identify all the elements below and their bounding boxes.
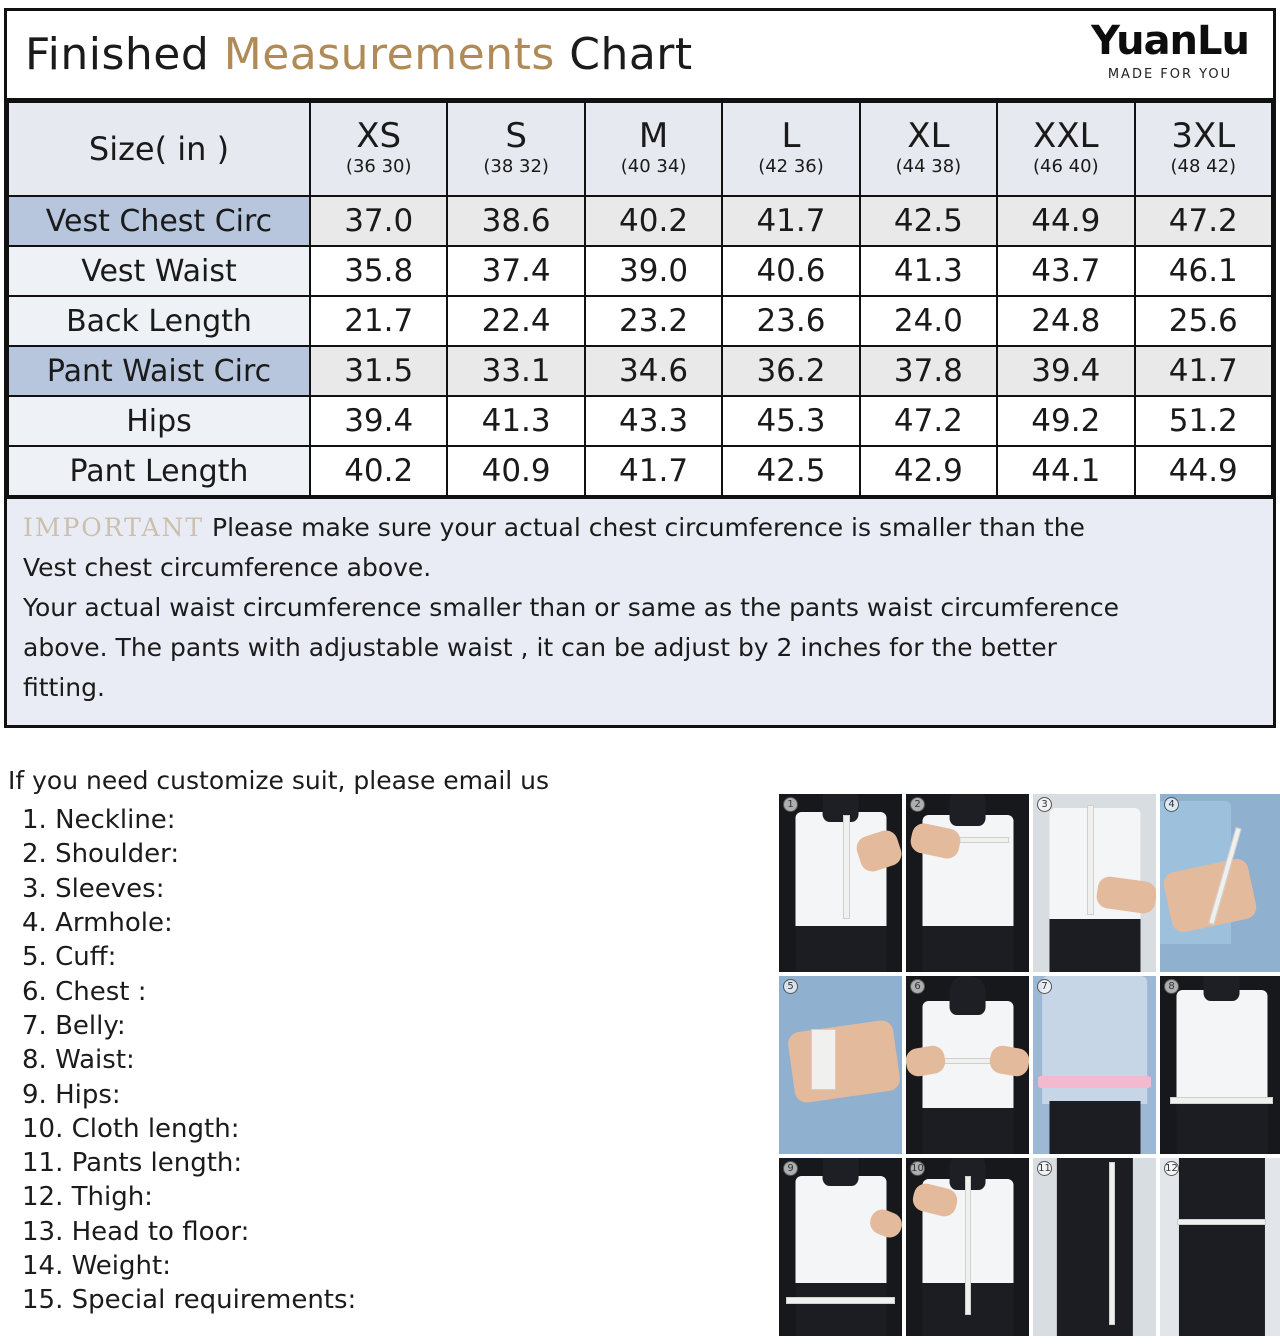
header-size-xs: XS [356, 115, 402, 156]
cell: 21.7 [310, 296, 447, 346]
cell: 34.6 [585, 346, 722, 396]
cell: 24.8 [997, 296, 1134, 346]
cell: 39.4 [997, 346, 1134, 396]
row-label-pant-length: Pant Length [8, 446, 310, 496]
cell: 49.2 [997, 396, 1134, 446]
photo-thigh-measurement [1160, 1158, 1280, 1336]
list-item: 5. Cuff: [22, 942, 117, 973]
cell: 40.6 [722, 246, 859, 296]
row-label-hips: Hips [8, 396, 310, 446]
cell: 47.2 [1135, 196, 1272, 246]
header-range-s: (38 32) [483, 156, 549, 178]
list-item: 10. Cloth length: [22, 1113, 240, 1144]
header-col-l [722, 102, 859, 196]
header-size-3xl: 3XL [1171, 115, 1236, 156]
header-col-xl [860, 102, 997, 196]
cell: 25.6 [1135, 296, 1272, 346]
list-item: 4. Armhole: [22, 907, 173, 938]
photo-neckline-measurement [779, 794, 902, 972]
header-size-s: S [505, 115, 527, 156]
table-header-row [8, 102, 1272, 196]
photo-shoulder-measurement [906, 794, 1029, 972]
cell: 31.5 [310, 346, 447, 396]
cell: 38.6 [447, 196, 584, 246]
note-line-2: Vest chest circumference above. [23, 553, 432, 582]
photo-number: 9 [783, 1161, 798, 1176]
photo-number: 8 [1164, 979, 1179, 994]
note-line-3: Your actual waist circumference smaller than or same as the pants waist circumference [23, 593, 1119, 622]
important-label: IMPORTANT [23, 513, 205, 542]
brand-name: YuanLu [1091, 18, 1249, 64]
list-item: 2. Shoulder: [22, 839, 180, 870]
cell: 35.8 [310, 246, 447, 296]
header-size-xxl: XXL [1033, 115, 1099, 156]
photo-chest-measurement [906, 976, 1029, 1154]
header-col-m [585, 102, 722, 196]
brand-logo [1091, 18, 1249, 82]
cell: 44.1 [997, 446, 1134, 496]
list-item: 9. Hips: [22, 1079, 121, 1110]
list-item: 15. Special requirements: [22, 1285, 357, 1316]
header-col-3xl [1135, 102, 1272, 196]
title-word-finished: Finished [25, 29, 224, 80]
photo-number: 12 [1165, 1163, 1178, 1174]
cell: 42.5 [722, 446, 859, 496]
header-range-xs: (36 30) [345, 156, 412, 178]
cell: 24.0 [860, 296, 997, 346]
cell: 23.6 [722, 296, 859, 346]
photo-number: 6 [910, 979, 925, 994]
photo-pants-length-measurement [1033, 1158, 1156, 1336]
photo-number: 11 [1038, 1163, 1051, 1174]
photo-belly-measurement [1033, 976, 1156, 1154]
list-item: 7. Belly: [22, 1010, 126, 1041]
table-row [8, 296, 1272, 346]
cell: 36.2 [722, 346, 859, 396]
note-line-5: fitting. [23, 673, 105, 702]
photo-number: 1 [783, 797, 798, 812]
photo-number: 7 [1037, 979, 1052, 994]
header-range-3xl: (48 42) [1170, 156, 1237, 178]
cell: 23.2 [585, 296, 722, 346]
photo-number: 3 [1037, 797, 1052, 812]
cell: 39.4 [310, 396, 447, 446]
photo-sleeve-measurement [1033, 794, 1156, 972]
cell: 41.7 [585, 446, 722, 496]
cell: 47.2 [860, 396, 997, 446]
cell: 43.7 [997, 246, 1134, 296]
header-range-m: (40 34) [620, 156, 687, 178]
table-row [8, 246, 1272, 296]
cell: 39.0 [585, 246, 722, 296]
header-col-s [447, 102, 584, 196]
list-item: 13. Head to floor: [22, 1216, 250, 1247]
cell: 41.3 [447, 396, 584, 446]
size-table [7, 101, 1273, 497]
row-label-vest-waist: Vest Waist [8, 246, 310, 296]
cell: 41.3 [860, 246, 997, 296]
cell: 42.9 [860, 446, 997, 496]
header-col-xxl [997, 102, 1134, 196]
list-item: 12. Thigh: [22, 1182, 153, 1213]
list-item: 3. Sleeves: [22, 873, 165, 904]
list-item: 8. Waist: [22, 1045, 135, 1076]
measurements-chart [4, 8, 1276, 728]
list-item: 1. Neckline: [22, 805, 176, 835]
photo-cuff-measurement [779, 976, 902, 1154]
photo-number: 10 [911, 1163, 924, 1174]
page-title [7, 29, 693, 80]
cell: 45.3 [722, 396, 859, 446]
chart-header [7, 11, 1273, 101]
important-note [7, 497, 1273, 725]
photo-hips-measurement [779, 1158, 902, 1336]
cell: 22.4 [447, 296, 584, 346]
cell: 44.9 [1135, 446, 1272, 496]
table-row [8, 396, 1272, 446]
cell: 44.9 [997, 196, 1134, 246]
table-row [8, 446, 1272, 496]
cell: 37.4 [447, 246, 584, 296]
list-item: 11. Pants length: [22, 1148, 243, 1179]
measurement-photo-grid [779, 794, 1279, 1336]
cell: 43.3 [585, 396, 722, 446]
row-label-pant-waist-circ: Pant Waist Circ [8, 346, 310, 396]
header-range-l: (42 36) [758, 156, 824, 178]
row-label-back-length: Back Length [8, 296, 310, 346]
customization-section [4, 762, 1276, 1342]
header-size-l: L [781, 115, 801, 156]
title-word-chart: Chart [554, 29, 693, 80]
photo-armhole-measurement [1160, 794, 1280, 972]
header-range-xxl: (46 40) [1033, 156, 1099, 178]
header-size-xl: XL [907, 115, 950, 156]
header-size-m: M [638, 115, 669, 156]
cell: 40.9 [447, 446, 584, 496]
photo-number: 4 [1164, 797, 1179, 812]
list-item: 14. Weight: [22, 1251, 171, 1282]
header-col-xs [310, 102, 447, 196]
cell: 37.0 [310, 196, 447, 246]
photo-number: 2 [910, 797, 925, 812]
customize-heading: If you need customize suit, please email us [8, 766, 550, 795]
note-line-1 [23, 509, 1257, 547]
cell: 33.1 [447, 346, 584, 396]
note-text-1: Please make sure your actual chest circumference is smaller than the [212, 513, 1085, 542]
brand-tagline: MADE FOR YOU [1107, 67, 1233, 82]
photo-waist-measurement [1160, 976, 1280, 1154]
table-row [8, 346, 1272, 396]
cell: 41.7 [722, 196, 859, 246]
cell: 46.1 [1135, 246, 1272, 296]
cell: 51.2 [1135, 396, 1272, 446]
cell: 40.2 [310, 446, 447, 496]
cell: 42.5 [860, 196, 997, 246]
header-unit-label: Size( in ) [8, 102, 310, 196]
header-range-xl: (44 38) [895, 156, 962, 178]
cell: 41.7 [1135, 346, 1272, 396]
note-line-4: above. The pants with adjustable waist , it can be adjust by 2 inches for the better [23, 633, 1057, 662]
cell: 40.2 [585, 196, 722, 246]
cell: 37.8 [860, 346, 997, 396]
title-word-measurements: Measurements [223, 29, 555, 80]
photo-number: 5 [783, 979, 798, 994]
list-item: 6. Chest : [22, 976, 147, 1007]
row-label-vest-chest-circ: Vest Chest Circ [8, 196, 310, 246]
table-row [8, 196, 1272, 246]
photo-cloth-length-measurement [906, 1158, 1029, 1336]
